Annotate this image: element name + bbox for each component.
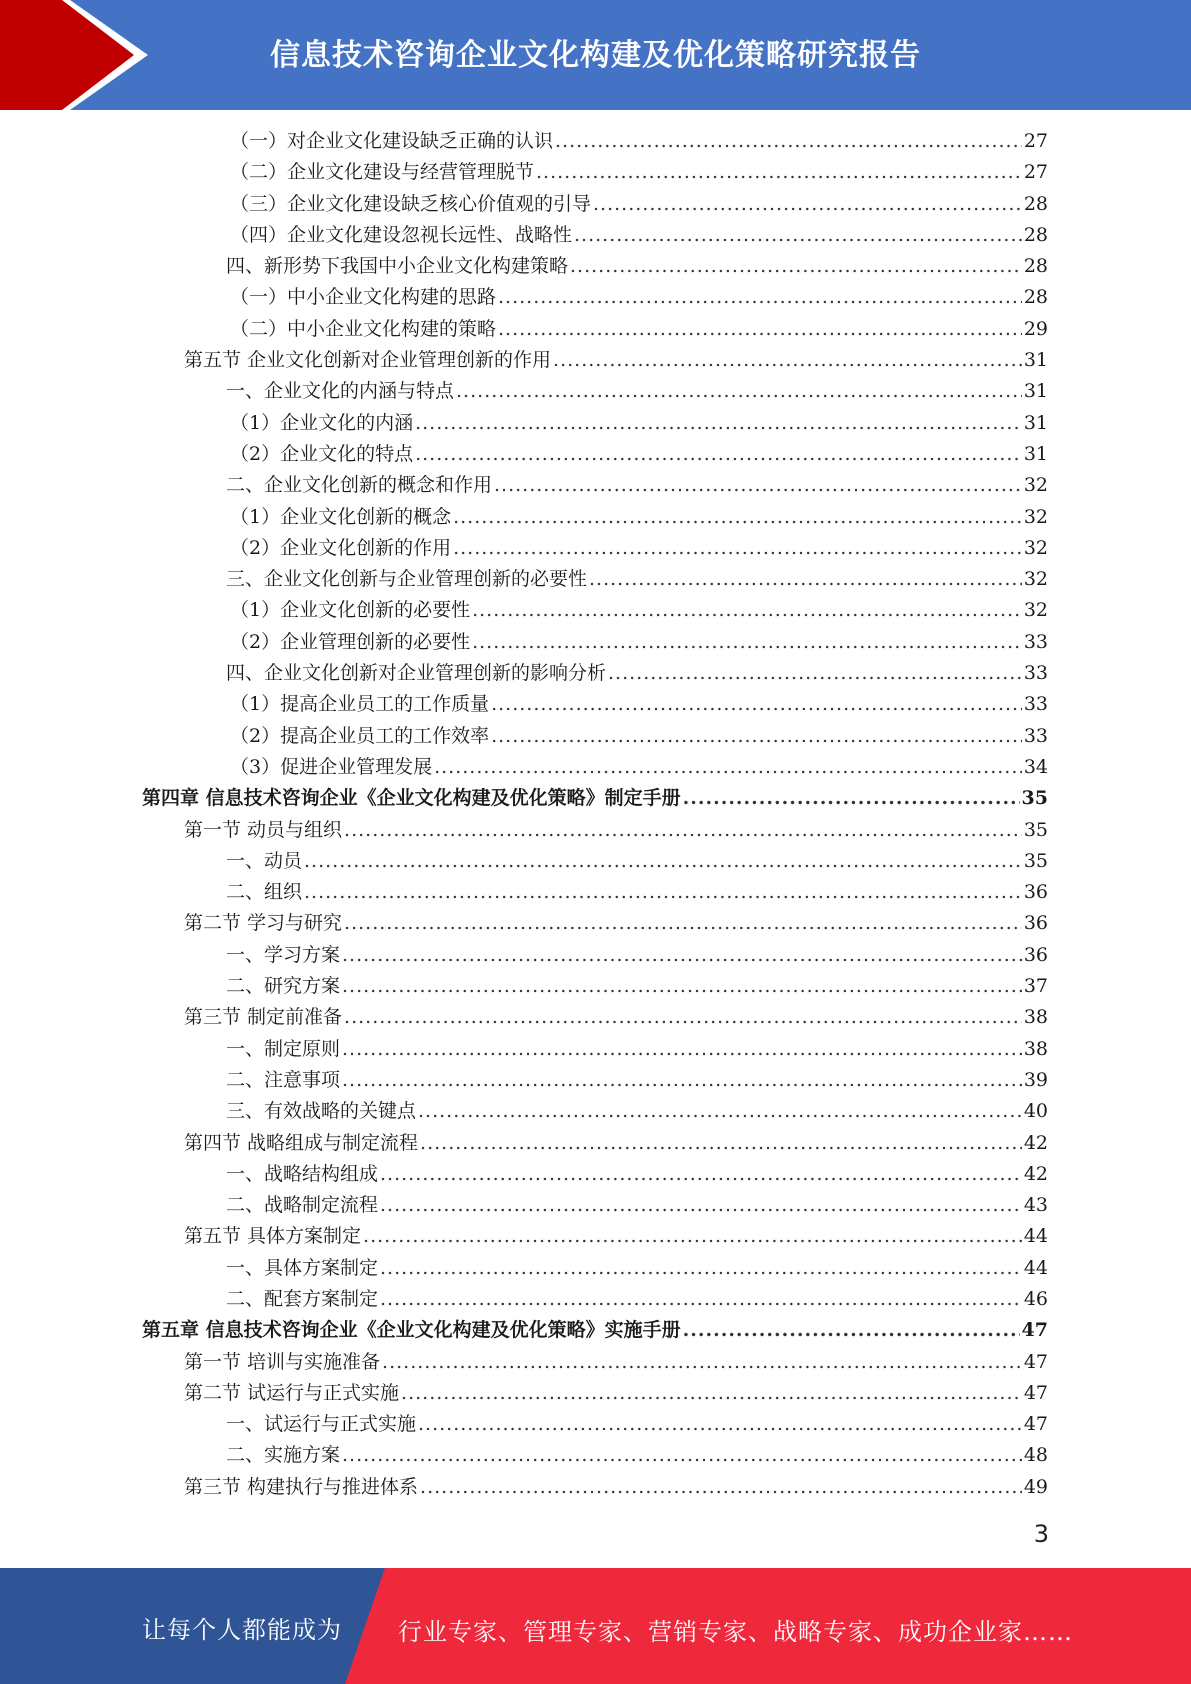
toc-entry[interactable]: [142, 595, 1048, 626]
toc-dot-leader: [472, 627, 1022, 658]
toc-entry[interactable]: [142, 1002, 1048, 1033]
toc-entry-title: 二、研究方案: [226, 975, 341, 998]
toc-dot-leader: [491, 721, 1022, 752]
toc-entry-page: 44: [1023, 1256, 1048, 1279]
toc-entry[interactable]: [142, 1159, 1048, 1190]
toc-entry[interactable]: [142, 1315, 1048, 1346]
toc-dot-leader: [401, 1378, 1022, 1409]
toc-entry-title: 一、动员: [226, 849, 303, 872]
toc-dot-leader: [382, 1347, 1022, 1378]
toc-entry-title: 二、战略制定流程: [226, 1194, 379, 1217]
toc-entry-title: 第二节 试运行与正式实施: [184, 1381, 400, 1404]
toc-entry-title: 四、企业文化创新对企业管理创新的影响分析: [226, 662, 607, 685]
toc-dot-leader: [456, 376, 1022, 407]
toc-entry-title: 第三节 制定前准备: [184, 1006, 343, 1029]
toc-entry-page: 43: [1023, 1194, 1048, 1217]
toc-entry-title: 第四章 信息技术咨询企业《企业文化构建及优化策略》制定手册: [142, 787, 681, 810]
toc-dot-leader: [342, 1440, 1022, 1471]
toc-entry-page: 31: [1023, 349, 1048, 372]
toc-dot-leader: [574, 220, 1022, 251]
chevron-decoration-icon: [0, 0, 160, 110]
toc-dot-leader: [420, 1472, 1022, 1503]
toc-entry[interactable]: [142, 470, 1048, 501]
toc-dot-leader: [453, 502, 1022, 533]
toc-dot-leader: [418, 1096, 1022, 1127]
toc-dot-leader: [342, 1065, 1022, 1096]
toc-entry-page: 32: [1023, 599, 1048, 622]
toc-entry-title: 二、配套方案制定: [226, 1287, 379, 1310]
toc-entry-title: 第五章 信息技术咨询企业《企业文化构建及优化策略》实施手册: [142, 1319, 681, 1342]
toc-dot-leader: [608, 658, 1022, 689]
toc-entry[interactable]: [142, 908, 1048, 939]
toc-dot-leader: [380, 1159, 1022, 1190]
toc-entry[interactable]: [142, 189, 1048, 220]
toc-entry-page: 32: [1023, 505, 1048, 528]
toc-entry-page: 28: [1023, 286, 1048, 309]
report-title: 信息技术咨询企业文化构建及优化策略研究报告: [270, 38, 921, 73]
page-number: 3: [1033, 1520, 1049, 1548]
toc-entry[interactable]: [142, 1221, 1048, 1252]
toc-entry[interactable]: [142, 533, 1048, 564]
toc-dot-leader: [420, 1128, 1022, 1159]
toc-entry-title: 一、具体方案制定: [226, 1256, 379, 1279]
toc-entry-page: 35: [1021, 787, 1048, 810]
toc-entry-title: 一、制定原则: [226, 1037, 341, 1060]
toc-entry-title: 第五节 具体方案制定: [184, 1225, 362, 1248]
toc-dot-leader: [453, 533, 1022, 564]
toc-entry[interactable]: [142, 126, 1048, 157]
toc-dot-leader: [380, 1190, 1022, 1221]
toc-entry-page: 34: [1023, 755, 1048, 778]
toc-dot-leader: [380, 1284, 1022, 1315]
toc-entry-title: 第三节 构建执行与推进体系: [184, 1475, 419, 1498]
toc-entry-title: （二）中小企业文化构建的策略: [230, 317, 497, 340]
toc-entry-page: 27: [1023, 161, 1048, 184]
toc-entry[interactable]: [142, 1096, 1048, 1127]
footer-slogan-right: 行业专家、管理专家、营销专家、战略专家、成功企业家……: [398, 1618, 1073, 1646]
toc-entry-page: 44: [1023, 1225, 1048, 1248]
toc-dot-leader: [304, 877, 1022, 908]
toc-entry-page: 37: [1023, 975, 1048, 998]
toc-entry-title: 一、试运行与正式实施: [226, 1413, 417, 1436]
toc-entry-title: （四）企业文化建设忽视长远性、战略性: [230, 223, 573, 246]
toc-entry-page: 33: [1023, 724, 1048, 747]
toc-dot-leader: [363, 1221, 1022, 1252]
toc-entry[interactable]: [142, 345, 1048, 376]
toc-entry-title: （2）提高企业员工的工作效率: [230, 724, 490, 747]
toc-entry[interactable]: [142, 1440, 1048, 1471]
toc-entry-title: （1）企业文化创新的概念: [230, 505, 452, 528]
toc-entry-title: （一）中小企业文化构建的思路: [230, 286, 497, 309]
toc-entry[interactable]: [142, 815, 1048, 846]
toc-entry[interactable]: [142, 251, 1048, 282]
toc-entry[interactable]: [142, 1065, 1048, 1096]
toc-entry[interactable]: [142, 627, 1048, 658]
toc-entry[interactable]: [142, 314, 1048, 345]
toc-entry-title: 第一节 动员与组织: [184, 818, 343, 841]
toc-entry-page: 28: [1023, 255, 1048, 278]
toc-dot-leader: [342, 940, 1022, 971]
toc-entry-page: 36: [1023, 881, 1048, 904]
toc-entry-page: 31: [1023, 411, 1048, 434]
toc-entry-page: 32: [1023, 536, 1048, 559]
toc-dot-leader: [491, 689, 1022, 720]
toc-dot-leader: [498, 282, 1022, 313]
toc-entry-title: 四、新形势下我国中小企业文化构建策略: [226, 255, 569, 278]
toc-entry[interactable]: [142, 220, 1048, 251]
footer-slogan-left: 让每个人都能成为: [142, 1616, 342, 1644]
toc-entry[interactable]: [142, 1128, 1048, 1159]
toc-entry[interactable]: [142, 752, 1048, 783]
toc-entry[interactable]: [142, 282, 1048, 313]
toc-entry[interactable]: [142, 1409, 1048, 1440]
toc-entry-title: （2）企业文化的特点: [230, 442, 414, 465]
toc-entry[interactable]: [142, 877, 1048, 908]
toc-entry-title: 一、学习方案: [226, 943, 341, 966]
toc-entry[interactable]: [142, 721, 1048, 752]
toc-entry-title: （2）企业文化创新的作用: [230, 536, 452, 559]
toc-entry[interactable]: [142, 1253, 1048, 1284]
toc-entry-page: 33: [1023, 630, 1048, 653]
toc-entry-title: 二、组织: [226, 881, 303, 904]
toc-entry-page: 39: [1023, 1068, 1048, 1091]
toc-entry[interactable]: [142, 1284, 1048, 1315]
toc-dot-leader: [344, 908, 1022, 939]
toc-dot-leader: [344, 815, 1022, 846]
toc-dot-leader: [418, 1409, 1022, 1440]
toc-entry[interactable]: [142, 502, 1048, 533]
toc-dot-leader: [553, 345, 1022, 376]
toc-entry-title: （二）企业文化建设与经营管理脱节: [230, 161, 535, 184]
toc-dot-leader: [498, 314, 1022, 345]
toc-dot-leader: [380, 1253, 1022, 1284]
toc-entry-title: 一、企业文化的内涵与特点: [226, 380, 455, 403]
toc-entry-title: （一）对企业文化建设缺乏正确的认识: [230, 130, 554, 152]
toc-entry-title: 二、企业文化创新的概念和作用: [226, 474, 493, 497]
toc-dot-leader: [434, 752, 1022, 783]
toc-entry[interactable]: [142, 1034, 1048, 1065]
toc-dot-leader: [555, 126, 1022, 157]
page-footer: [0, 1568, 1191, 1684]
toc-entry[interactable]: [142, 658, 1048, 689]
toc-entry-page: 38: [1023, 1006, 1048, 1029]
toc-entry-page: 27: [1023, 130, 1048, 152]
toc-entry-page: 29: [1023, 317, 1048, 340]
toc-entry-page: 35: [1023, 818, 1048, 841]
toc-dot-leader: [593, 189, 1022, 220]
toc-entry-page: 32: [1023, 474, 1048, 497]
toc-entry-page: 47: [1023, 1413, 1048, 1436]
toc-entry-page: 31: [1023, 380, 1048, 403]
toc-entry-title: （1）提高企业员工的工作质量: [230, 693, 490, 716]
toc-dot-leader: [472, 595, 1022, 626]
toc-entry-page: 47: [1021, 1319, 1048, 1342]
toc-entry[interactable]: [142, 1347, 1048, 1378]
toc-entry[interactable]: [142, 940, 1048, 971]
toc-entry-title: 二、实施方案: [226, 1444, 341, 1467]
toc-entry-page: 42: [1023, 1162, 1048, 1185]
toc-entry-title: （1）企业文化的内涵: [230, 411, 414, 434]
toc-entry[interactable]: [142, 408, 1048, 439]
toc-entry-title: 三、有效战略的关键点: [226, 1100, 417, 1123]
toc-entry[interactable]: [142, 689, 1048, 720]
toc-entry-page: 31: [1023, 442, 1048, 465]
toc-entry[interactable]: [142, 846, 1048, 877]
table-of-contents: [142, 126, 1048, 1503]
toc-entry-title: 三、企业文化创新与企业管理创新的必要性: [226, 568, 588, 591]
toc-dot-leader: [304, 846, 1022, 877]
toc-entry-page: 36: [1023, 943, 1048, 966]
toc-entry-page: 28: [1023, 192, 1048, 215]
toc-entry-title: （3）促进企业管理发展: [230, 755, 433, 778]
toc-entry-page: 36: [1023, 912, 1048, 935]
toc-entry[interactable]: [142, 439, 1048, 470]
toc-entry-title: 第二节 学习与研究: [184, 912, 343, 935]
toc-entry-page: 47: [1023, 1381, 1048, 1404]
toc-dot-leader: [342, 971, 1022, 1002]
toc-entry-page: 48: [1023, 1444, 1048, 1467]
toc-entry-title: 第一节 培训与实施准备: [184, 1350, 381, 1373]
toc-entry-page: 33: [1023, 693, 1048, 716]
toc-entry-page: 32: [1023, 568, 1048, 591]
page-header: [0, 0, 1191, 110]
toc-entry[interactable]: [142, 1190, 1048, 1221]
toc-dot-leader: [415, 439, 1022, 470]
toc-entry-page: 40: [1023, 1100, 1048, 1123]
toc-dot-leader: [415, 408, 1022, 439]
toc-dot-leader: [589, 564, 1022, 595]
toc-dot-leader: [683, 1315, 1020, 1346]
toc-entry-page: 28: [1023, 223, 1048, 246]
toc-entry-page: 47: [1023, 1350, 1048, 1373]
toc-entry-title: 一、战略结构组成: [226, 1162, 379, 1185]
toc-dot-leader: [494, 470, 1022, 501]
toc-entry[interactable]: [142, 376, 1048, 407]
toc-entry-title: （三）企业文化建设缺乏核心价值观的引导: [230, 192, 592, 215]
toc-entry-page: 33: [1023, 662, 1048, 685]
toc-dot-leader: [344, 1002, 1022, 1033]
toc-dot-leader: [342, 1034, 1022, 1065]
toc-entry-page: 46: [1023, 1287, 1048, 1310]
toc-entry-page: 38: [1023, 1037, 1048, 1060]
toc-entry-title: 二、注意事项: [226, 1068, 341, 1091]
toc-entry[interactable]: [142, 971, 1048, 1002]
toc-entry-title: 第四节 战略组成与制定流程: [184, 1131, 419, 1154]
toc-dot-leader: [536, 157, 1022, 188]
toc-entry[interactable]: [142, 564, 1048, 595]
toc-entry-page: 35: [1023, 849, 1048, 872]
toc-entry-page: 42: [1023, 1131, 1048, 1154]
toc-entry[interactable]: [142, 783, 1048, 814]
toc-entry-page: 49: [1023, 1475, 1048, 1498]
toc-entry[interactable]: [142, 157, 1048, 188]
toc-dot-leader: [570, 251, 1022, 282]
toc-entry-title: （2）企业管理创新的必要性: [230, 630, 471, 653]
toc-entry[interactable]: [142, 1472, 1048, 1503]
toc-entry-title: 第五节 企业文化创新对企业管理创新的作用: [184, 349, 552, 372]
toc-entry[interactable]: [142, 1378, 1048, 1409]
toc-entry-title: （1）企业文化创新的必要性: [230, 599, 471, 622]
toc-dot-leader: [683, 783, 1020, 814]
